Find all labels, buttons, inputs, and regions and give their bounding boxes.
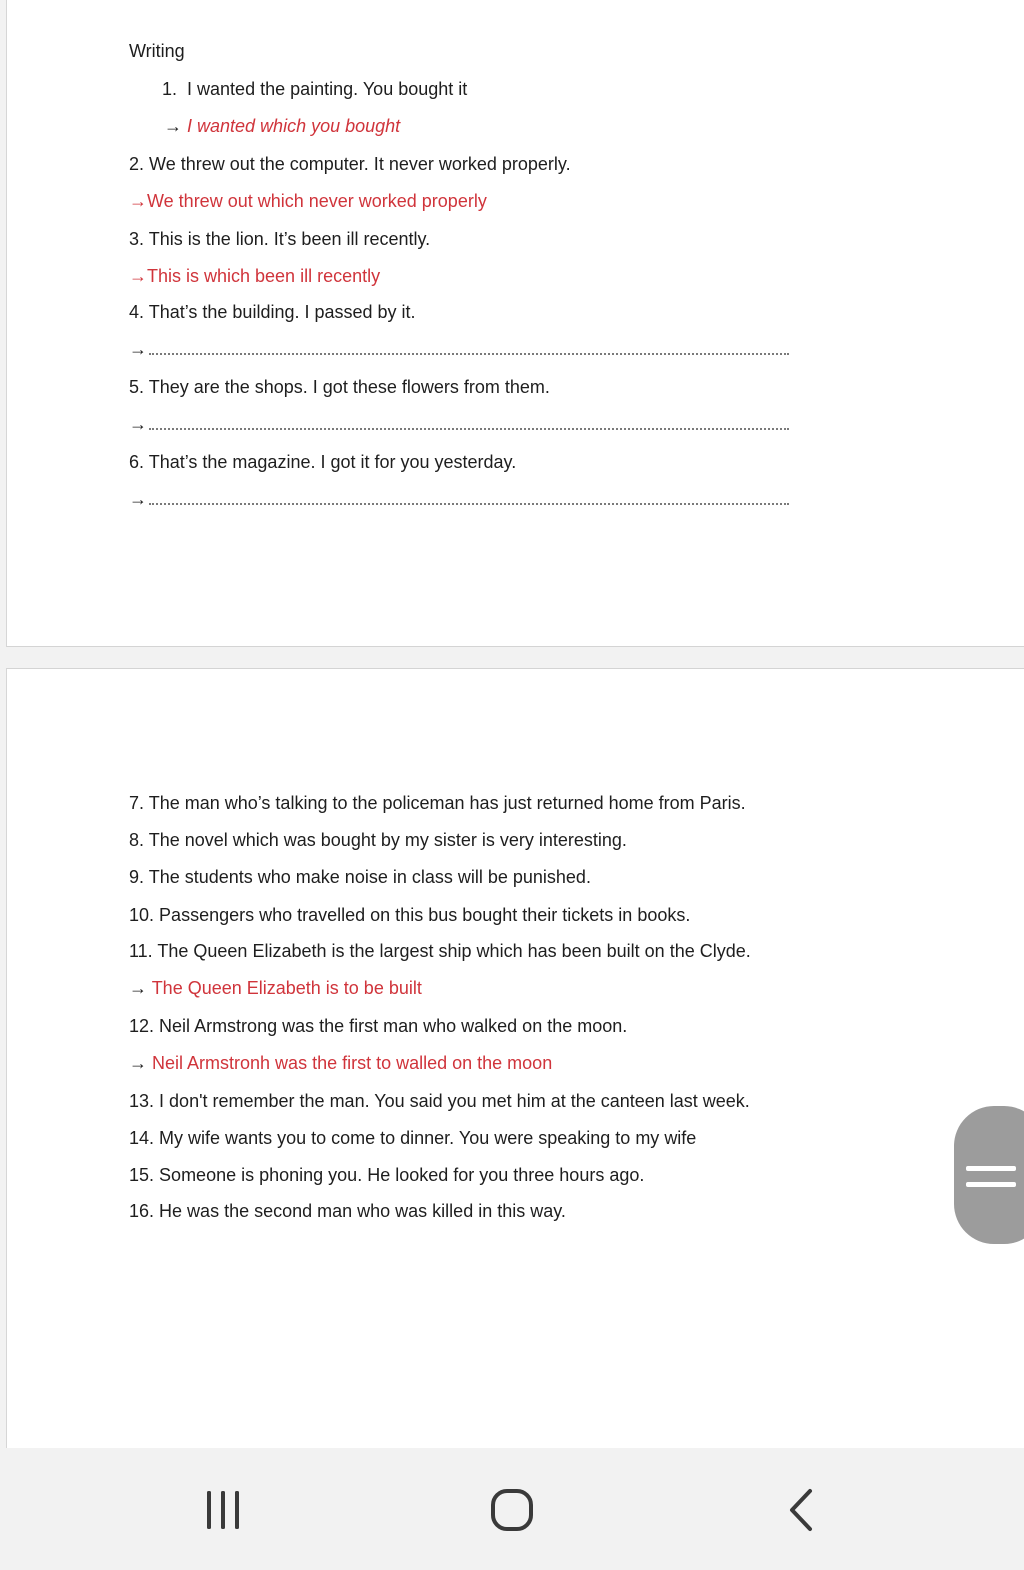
exercise-item-16 [129,1200,566,1222]
arrow-icon: → [129,1053,147,1073]
item-text: My wife wants you to come to dinner. You were speaking to my wife [159,1128,697,1148]
exercise-item-14 [129,1127,696,1149]
exercise-item-2 [129,153,571,175]
exercise-item-5 [129,376,550,398]
item-text: The man who’s talking to the policeman has just returned home from Paris. [148,793,746,813]
arrow-icon: → [164,116,182,136]
answer-5-arrow: → [129,414,147,434]
answer-11 [129,977,422,999]
exercise-item-7 [129,792,746,814]
back-icon [782,1487,822,1533]
answer-text: The Queen Elizabeth is to be built [151,978,422,998]
home-icon [489,1487,535,1533]
document-page-2 [6,668,1024,1449]
exercise-item-9 [129,866,591,888]
item-text: Neil Armstrong was the first man who walked on the moon. [159,1016,628,1036]
item-text: That’s the building. I passed by it. [148,302,416,322]
item-number: 6. [129,452,145,472]
exercise-item-15 [129,1164,644,1186]
item-number: 11. [129,941,153,961]
exercise-item-11 [129,940,751,962]
recent-apps-icon [201,1488,245,1532]
answer-2 [129,190,487,212]
navigation-bar [0,1448,1024,1570]
answer-6-blank[interactable] [149,503,789,505]
exercise-item-6 [129,451,516,473]
handle-grip-line [966,1182,1016,1187]
answer-1 [164,115,400,137]
arrow-icon: → [129,191,147,211]
exercise-item-13 [129,1090,750,1112]
item-text: We threw out the computer. It never worked properly. [149,154,571,174]
item-text: That’s the magazine. I got it for you yesterday. [148,452,517,472]
item-number: 9. [129,867,145,887]
item-text: Someone is phoning you. He looked for you three hours ago. [159,1165,645,1185]
answer-5-blank[interactable] [149,428,789,430]
answer-text: Neil Armstronh was the first to walled on the moon [152,1053,553,1073]
answer-4-blank[interactable] [149,353,789,355]
exercise-item-4 [129,301,416,323]
item-text: Passengers who travelled on this bus bought their tickets in books. [159,905,691,925]
item-text: The novel which was bought by my sister is very interesting. [148,830,627,850]
exercise-item-12 [129,1015,627,1037]
exercise-item-8 [129,829,627,851]
exercise-item-10 [129,904,690,926]
recent-apps-button[interactable] [183,1470,263,1550]
answer-text: We threw out which never worked properly [147,191,487,211]
item-text: I wanted the painting. You bought it [187,79,468,99]
answer-text: I wanted which you bought [187,116,401,136]
back-button[interactable] [762,1470,842,1550]
page-gap [0,647,1024,668]
answer-text: This is which been ill recently [147,266,381,286]
item-number: 10. [129,905,155,925]
answer-4-arrow: → [129,339,147,359]
item-text: The students who make noise in class will be punished. [148,867,591,887]
item-text: I don't remember the man. You said you met him at the canteen last week. [159,1091,750,1111]
item-text: The Queen Elizabeth is the largest ship which has been built on the Clyde. [157,941,751,961]
document-page-1 [6,0,1024,647]
answer-3 [129,265,380,287]
item-number: 5. [129,377,145,397]
handle-grip-line [966,1166,1016,1171]
item-number: 12. [129,1016,155,1036]
item-number: 8. [129,830,145,850]
answer-12 [129,1052,552,1074]
item-number: 4. [129,302,145,322]
item-text: He was the second man who was killed in this way. [159,1201,566,1221]
item-number: 13. [129,1091,155,1111]
arrow-icon: → [129,266,147,286]
item-number: 16. [129,1201,155,1221]
exercise-item-3 [129,228,430,250]
item-number: 14. [129,1128,155,1148]
item-number: 3. [129,229,145,249]
item-text: They are the shops. I got these flowers from them. [148,377,550,397]
item-number: 1. [162,79,178,99]
item-number: 15. [129,1165,155,1185]
answer-6-arrow: → [129,489,147,509]
exercise-item-1 [162,78,467,100]
home-button[interactable] [472,1470,552,1550]
arrow-icon: → [129,978,147,998]
edge-panel-handle[interactable] [954,1106,1024,1244]
section-heading: Writing [129,41,185,61]
item-number: 7. [129,793,145,813]
item-number: 2. [129,154,145,174]
item-text: This is the lion. It’s been ill recently. [148,229,431,249]
